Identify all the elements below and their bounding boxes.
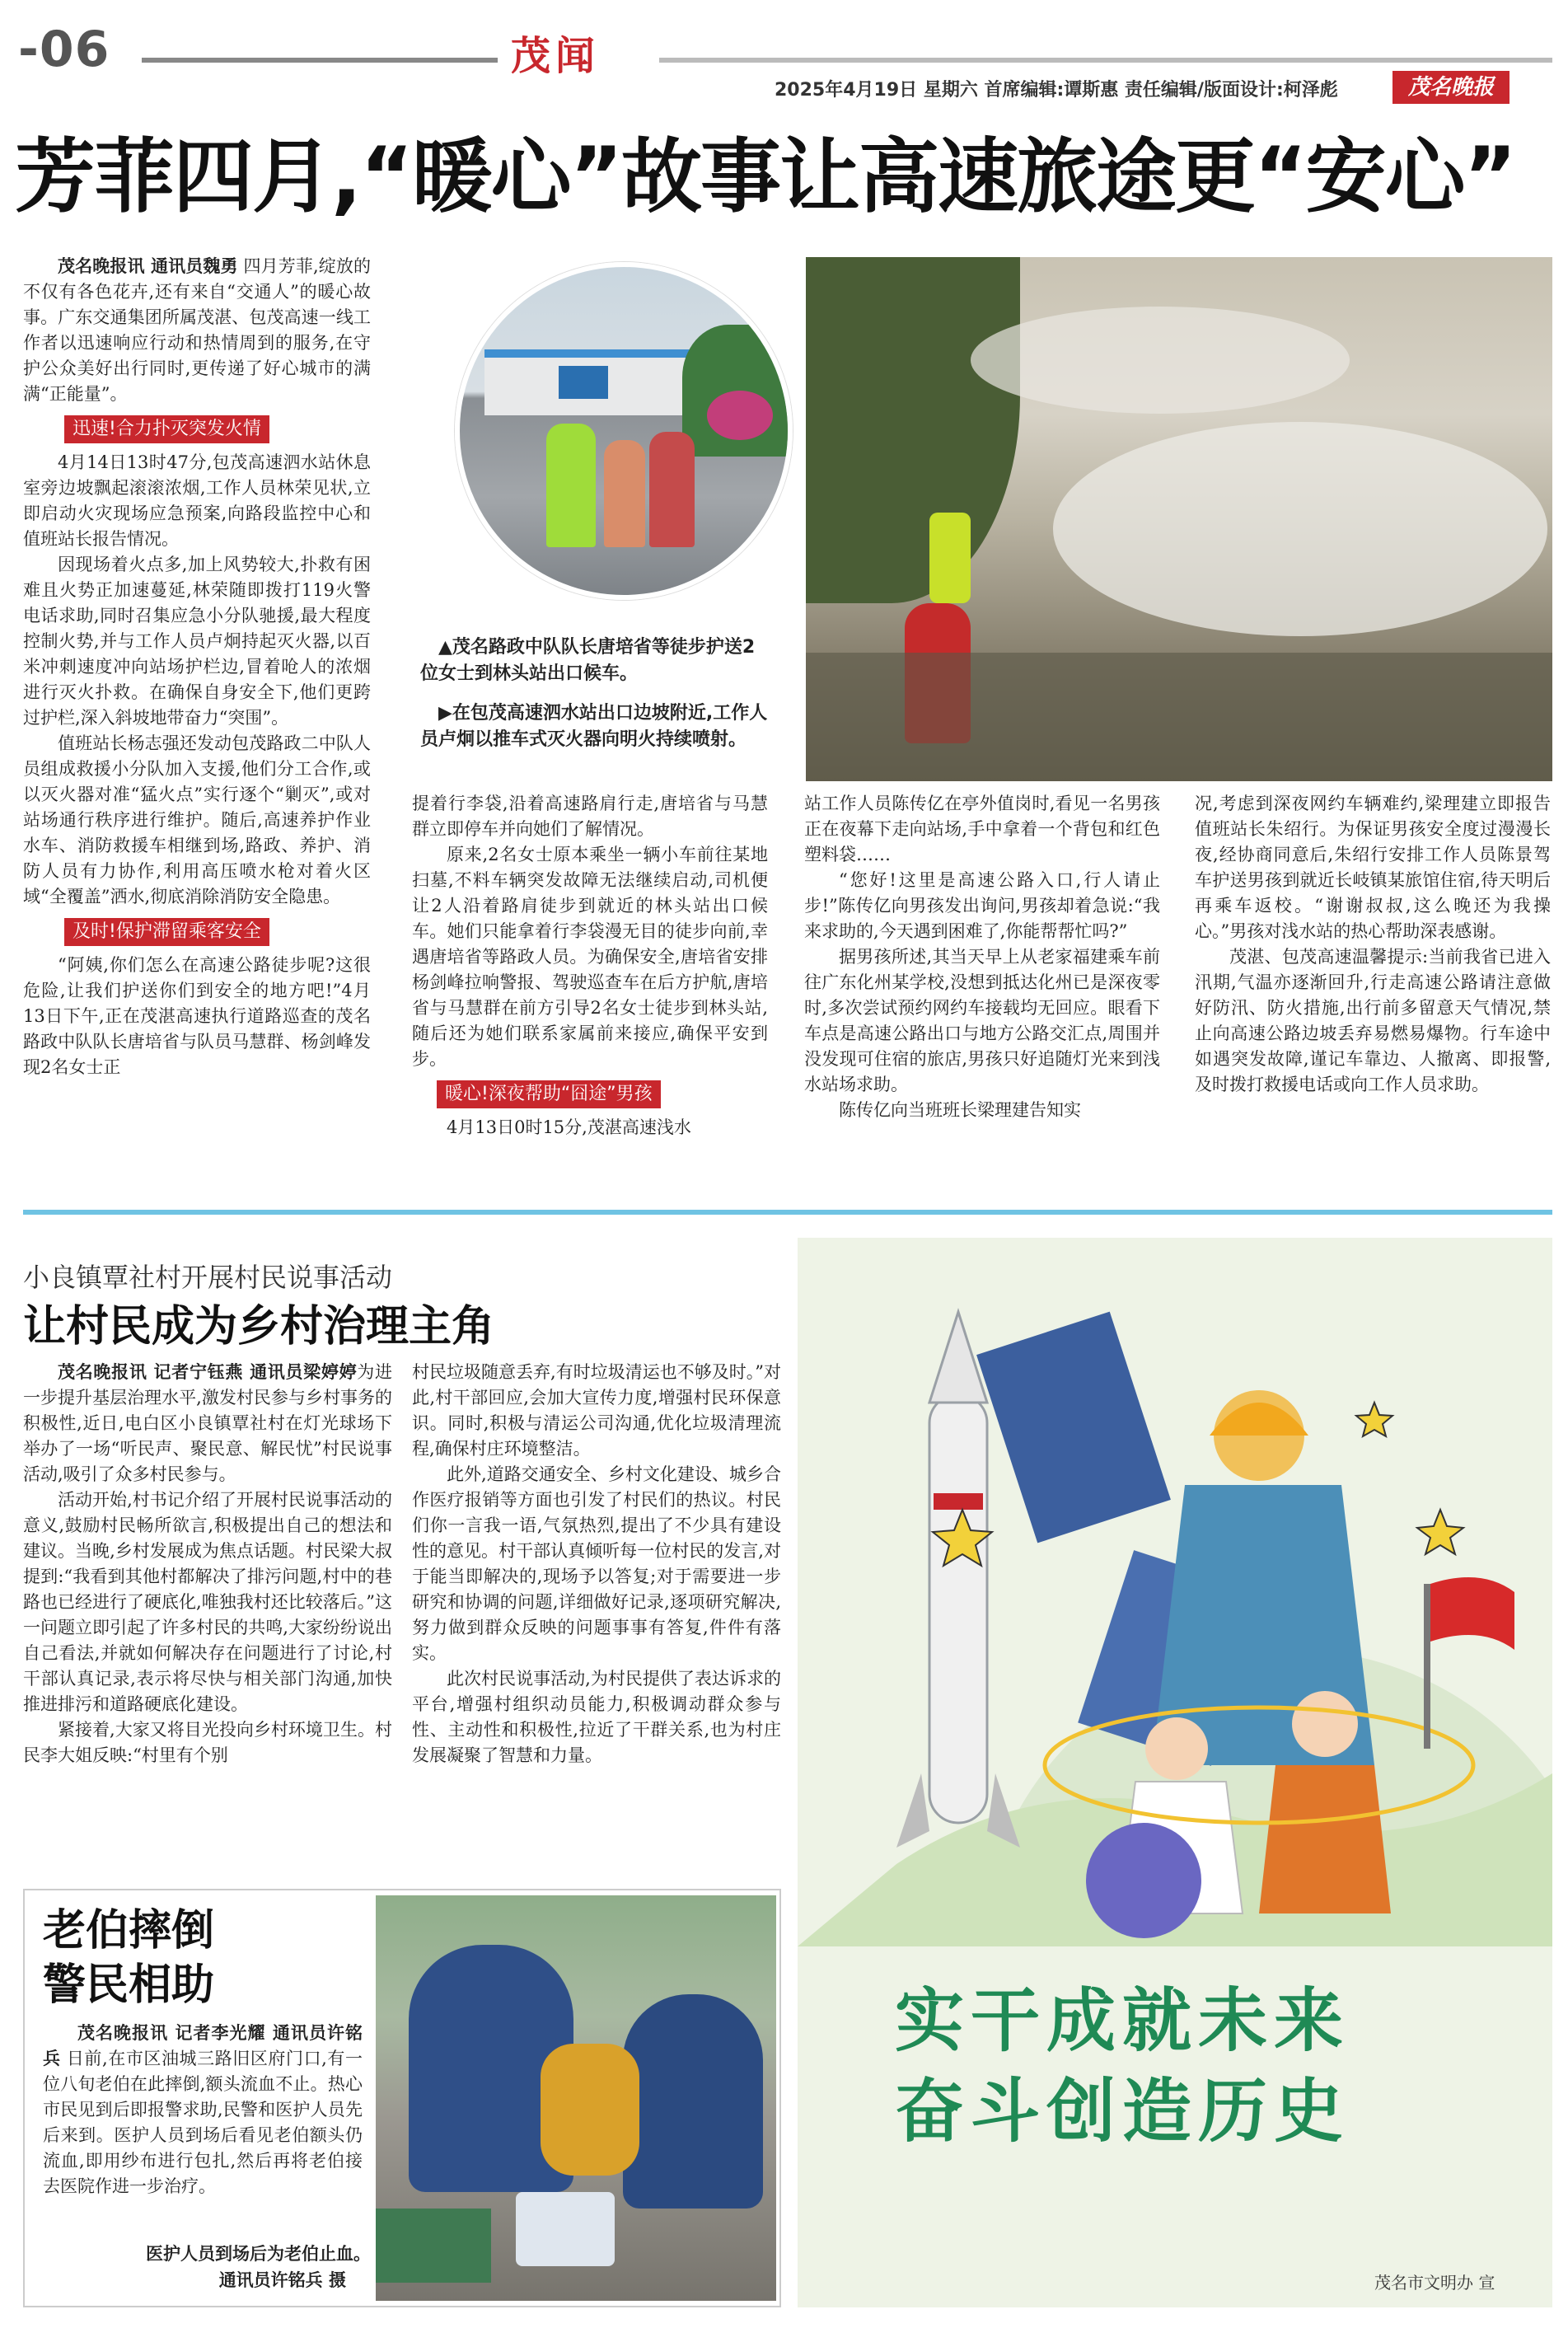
para-passengers-2: 提着行李袋,沿着高速路肩行走,唐培省与马慧群立即停车并向她们了解情况。 — [412, 794, 768, 839]
brief-byline: 茂名晚报讯 记者李光耀 通讯员许铭兵 — [43, 2023, 363, 2068]
village-para-5: 此外,道路交通安全、乡村文化建设、城乡合作医疗报销等方面也引发了村民们的热议。村民们你一言我一语,气氛热烈,提出了不少具有建设性的意见。村干部认真倾听每一位村民的发言,对于能当即解决的,现场予以答复;对于需要进一步研究和协调的问题,详细做好记录,逐项研究解决,努力做到群众反映的问题事事有答复,件件有落实。 — [412, 1464, 781, 1663]
main-col-1 — [23, 254, 371, 1080]
brief-headline — [43, 1904, 214, 2012]
caption-escort: ▲茂名路政中队队长唐培省等徒步护送2位女士到林头站出口候车。 — [420, 637, 756, 684]
para-fire-2: 因现场着火点多,加上风势较大,扑救有困难且火势正加速蔓延,林荣随即拨打119火警电话求助,同时召集应急小分队驰援,最大程度控制火势,并与工作人员卢炯持起灭火器,以百米冲刺速度冲向站场护栏边,冒着呛人的浓烟进行灭火扑救。在确保自身安全下,他们更跨过护栏,深入斜坡地带奋力“突围”。 — [23, 555, 371, 728]
village-para-4: 村民垃圾随意丢弃,有时垃圾清运也不够及时。”对此,村干部回应,会加大宣传力度,增强村民环保意识。同时,积极与清运公司沟通,优化垃圾清理流程,确保村庄环境整洁。 — [412, 1362, 781, 1459]
brief-body: 日前,在市区油城三路旧区府门口,有一位八旬老伯在此摔倒,额头流血不止。热心市民见到后即报警求助,民警和医护人员先后来到。医护人员到场后看见老伯额头仍流血,即用纱布进行包扎,然后再将老伯接去医院作进一步治疗。 — [43, 2049, 363, 2196]
para-fire-3: 值班站长杨志强还发动包茂路政二中队人员组成救援小分队加入支援,他们分工合作,或以灭火器对准“猛火点”实行逐个“剿灭”,或对站场通行秩序进行维护。随后,高速养护作业水车、消防救援车相继到场,路政、养护、消防人员有力协作,利用高压喷水枪对着火区域“全覆盖”洒水,彻底消除消防安全隐患。 — [23, 733, 371, 906]
brief-credit: 通讯员许铭兵 摄 — [218, 2270, 346, 2290]
section-divider — [23, 1210, 1552, 1215]
brief-caption: 医护人员到场后为老伯止血。 — [146, 2244, 371, 2264]
para-tips: 茂湛、包茂高速温馨提示:当前我省已进入汛期,气温亦逐渐回升,行走高速公路请注意做好防汛、防火措施,出行前多留意天气情况,禁止向高速公路边坡丢弃易燃易爆物。行车途中如遇突发故障,谨记车靠边、人撤离、即报警,及时拨打救援电话或向工作人员求助。 — [1195, 947, 1551, 1094]
village-para-2: 活动开始,村书记介绍了开展村民说事活动的意义,鼓励村民畅所欲言,积极提出自己的想法和建议。当晚,乡村发展成为焦点话题。村民梁大叔提到:“我看到其他村都解决了排污问题,村中的巷路也已经进行了硬底化,唯独我村还比较落后。”这一问题立即引起了许多村民的共鸣,大家纷纷说出自己看法,并就如何解决存在问题进行了讨论,村干部认真记录,表示将尽快与相关部门沟通,加快推进排污和道路硬底化建设。 — [23, 1490, 392, 1714]
subhead-passengers: 及时!保护滞留乘客安全 — [64, 918, 269, 946]
photo-escort — [455, 262, 793, 600]
main-col-2 — [412, 791, 768, 1141]
page-number: -06 — [18, 21, 110, 78]
village-para-6: 此次村民说事活动,为村民提供了表达诉求的平台,增强村组织动员能力,积极调动群众参与性、主动性和积极性,拉近了干群关系,也为村庄发展凝聚了智慧和力量。 — [412, 1669, 781, 1765]
poster-slogan-1: 实干成就未来 — [895, 1980, 1350, 2061]
para-passengers-3: 原来,2名女士原本乘坐一辆小车前往某地扫墓,不料车辆突发故障无法继续启动,司机便让2人沿着路肩徒步到就近的林头站出口候车。她们只能拿着行李袋漫无目的徒步向前,幸遇唐培省等路政人员。为确保安全,唐培省安排杨剑峰拉响警报、驾驶巡查车在后方护航,唐培省与马慧群在前方引导2名女士徒步到林头站,随后还为她们联系家属前来接应,确保平安到步。 — [412, 845, 768, 1069]
brief-headline-line-1: 老伯摔倒 — [43, 1906, 215, 1956]
para-boy-3: “您好!这里是高速公路入口,行人请止步!”陈传亿向男孩发出询问,男孩却着急说:“我来求助的,今天遇到困难了,你能帮帮忙吗?” — [804, 870, 1160, 941]
poster-illustration — [798, 1238, 1552, 1946]
photo-fire — [806, 257, 1552, 781]
main-col-3 — [804, 791, 1160, 1123]
brief-text — [43, 2021, 363, 2199]
header-info: 2025年4月19日 星期六 首席编辑:谭斯惠 责任编辑/版面设计:柯泽彪 — [775, 80, 1338, 101]
para-fire-1: 4月14日13时47分,包茂高速泗水站休息室旁边坡飘起滚滚浓烟,工作人员林荣见状,立即启动火灾现场应急预案,向路段监控中心和值班站长报告情况。 — [23, 452, 371, 549]
para-passengers-1: “阿姨,你们怎么在高速公路徒步呢?这很危险,让我们护送你们到安全的地方吧!”4月13日下午,正在茂湛高速执行道路巡查的茂名路政中队队长唐培省与队员马慧群、杨剑峰发现2名女士正 — [23, 955, 371, 1077]
main-intro: 四月芳菲,绽放的不仅有各色花卉,还有来自“交通人”的暖心故事。广东交通集团所属茂湛、包茂高速一线工作者以迅速响应行动和热情周到的服务,在守护公众美好出行同时,更传递了好心城市的满满“正能量”。 — [23, 256, 371, 404]
para-boy-4: 据男孩所述,其当天早上从老家福建乘车前往广东化州某学校,没想到抵达化州已是深夜零时,多次尝试预约网约车接载均无回应。眼看下车点是高速公路出口与地方公路交汇点,周围并没发现可住宿的旅店,男孩只好追随灯光来到浅水站场求助。 — [804, 947, 1160, 1094]
para-boy-1: 4月13日0时15分,茂湛高速浅水 — [447, 1117, 691, 1137]
photo-rescue — [376, 1895, 776, 2301]
village-kicker: 小良镇覃社村开展村民说事活动 — [23, 1262, 393, 1293]
main-headline: 芳菲四月,“暖心”故事让高速旅途更“安心” — [15, 130, 1515, 224]
main-col-4 — [1195, 791, 1551, 1098]
header-rule-right — [659, 58, 1552, 63]
poster-credit: 茂名市文明办 宣 — [1374, 2273, 1495, 2293]
paper-logo: 茂名晚报 — [1392, 71, 1509, 104]
header-rule-left — [142, 58, 498, 63]
village-col-2 — [412, 1360, 781, 1768]
para-boy-2: 站工作人员陈传亿在亭外值岗时,看见一名男孩正在夜幕下走向站场,手中拿着一个背包和红色塑料袋…… — [804, 794, 1160, 864]
caption-fire: ▶在包茂高速泗水站出口边坡附近,工作人员卢炯以推车式灭火器向明火持续喷射。 — [420, 703, 768, 750]
brief-headline-line-2: 警民相助 — [43, 1960, 215, 2010]
village-para-3: 紧接着,大家又将目光投向乡村环境卫生。村民李大姐反映:“村里有个别 — [23, 1720, 392, 1765]
poster-slogan-2: 奋斗创造历史 — [895, 2071, 1350, 2152]
village-para-1: 为进一步提升基层治理水平,激发村民参与乡村事务的积极性,近日,电白区小良镇覃社村在灯光球场下举办了一场“听民声、聚民意、解民忧”村民说事活动,吸引了众多村民参与。 — [23, 1362, 393, 1484]
subhead-boy: 暖心!深夜帮助“囧途”男孩 — [437, 1080, 661, 1108]
subhead-fire: 迅速!合力扑灭突发火情 — [64, 415, 269, 443]
village-col-1 — [23, 1360, 392, 1768]
para-boy-5: 陈传亿向当班班长梁理建告知实 — [839, 1100, 1081, 1120]
para-boy-6: 况,考虑到深夜网约车辆难约,梁理建立即报告值班站长朱绍行。为保证男孩安全度过漫漫长夜,经协商同意后,朱绍行安排工作人员陈景驾车护送男孩到就近长岐镇某旅馆住宿,待天明后再乘车返校。“谢谢叔叔,这么晚还为我操心。”男孩对浅水站的热心帮助深表感谢。 — [1195, 794, 1551, 941]
village-headline: 让村民成为乡村治理主角 — [23, 1302, 495, 1351]
section-name: 茂闻 — [511, 33, 601, 79]
public-service-poster — [798, 1238, 1552, 2307]
main-byline: 茂名晚报讯 通讯员魏勇 — [58, 256, 238, 276]
village-byline: 茂名晚报讯 记者宁钰燕 通讯员梁婷婷 — [58, 1362, 358, 1382]
